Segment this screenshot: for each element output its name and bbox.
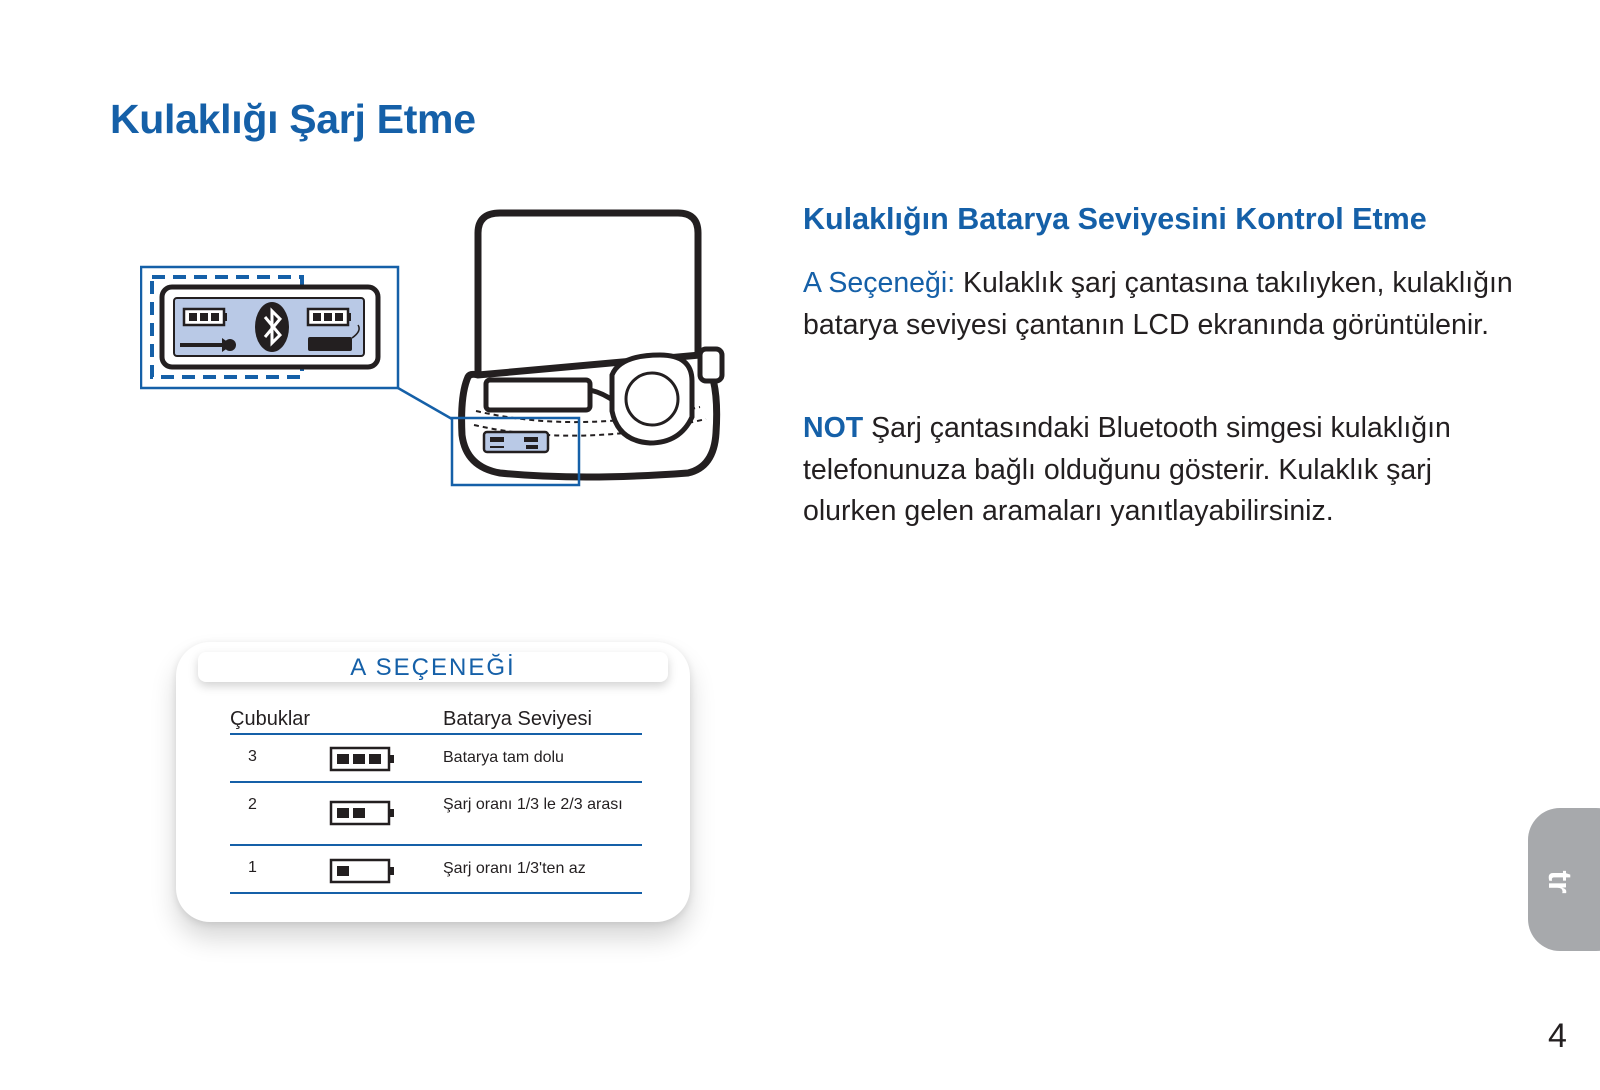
battery-terminal [389, 755, 394, 763]
note-text: Şarj çantasındaki Bluetooth simgesi kulaklığın telefonunuza bağlı olduğunu gösterir. Kulaklık şarj olurken gelen aramaları yanıtlayabilirsiniz. [803, 412, 1451, 527]
section-heading: Kulaklığın Batarya Seviyesini Kontrol Etme [803, 202, 1427, 236]
row-description: Şarj oranı 1/3'ten az [443, 860, 586, 877]
row-bars-count: 3 [248, 748, 257, 765]
card-header: A SEÇENEĞİ [198, 652, 668, 682]
column-header-level: Batarya Seviyesi [443, 708, 592, 730]
battery-icon [308, 309, 351, 325]
battery-bar [337, 808, 349, 818]
charge-case-illustration [140, 205, 740, 500]
note-label: NOT [803, 412, 864, 444]
battery-icon [329, 857, 395, 885]
battery-terminal [389, 809, 394, 817]
option-label: A Seçeneği: [803, 267, 956, 299]
option-text: Kulaklık şarj çantasına takılıyken, kulaklığın batarya seviyesi çantanın LCD ekranında görüntülenir. [803, 267, 1513, 341]
language-tab-label: tr [1542, 870, 1578, 894]
battery-icon [329, 745, 395, 773]
note-paragraph [803, 408, 1523, 533]
column-header-bars: Çubuklar [230, 708, 311, 730]
row-description: Batarya tam dolu [443, 749, 564, 766]
battery-bar [353, 808, 365, 818]
table-rule [230, 844, 642, 846]
row-bars-count: 2 [248, 796, 257, 813]
battery-bar [337, 866, 349, 876]
battery-bar [353, 754, 365, 764]
page-number: 4 [1548, 1017, 1567, 1055]
battery-icon [329, 799, 395, 827]
option-card [176, 642, 690, 922]
bluetooth-icon [255, 302, 289, 352]
row-bars-count: 1 [248, 859, 257, 876]
option-paragraph [803, 263, 1523, 346]
battery-bar [337, 754, 349, 764]
row-description: Şarj oranı 1/3 le 2/3 arası [443, 796, 623, 813]
table-rule [230, 892, 642, 894]
battery-icon [184, 309, 227, 325]
lcd-display [162, 287, 378, 367]
page-title: Kulaklığı Şarj Etme [110, 96, 476, 142]
battery-bar [369, 754, 381, 764]
table-rule [230, 733, 642, 735]
battery-terminal [389, 867, 394, 875]
table-rule [230, 781, 642, 783]
